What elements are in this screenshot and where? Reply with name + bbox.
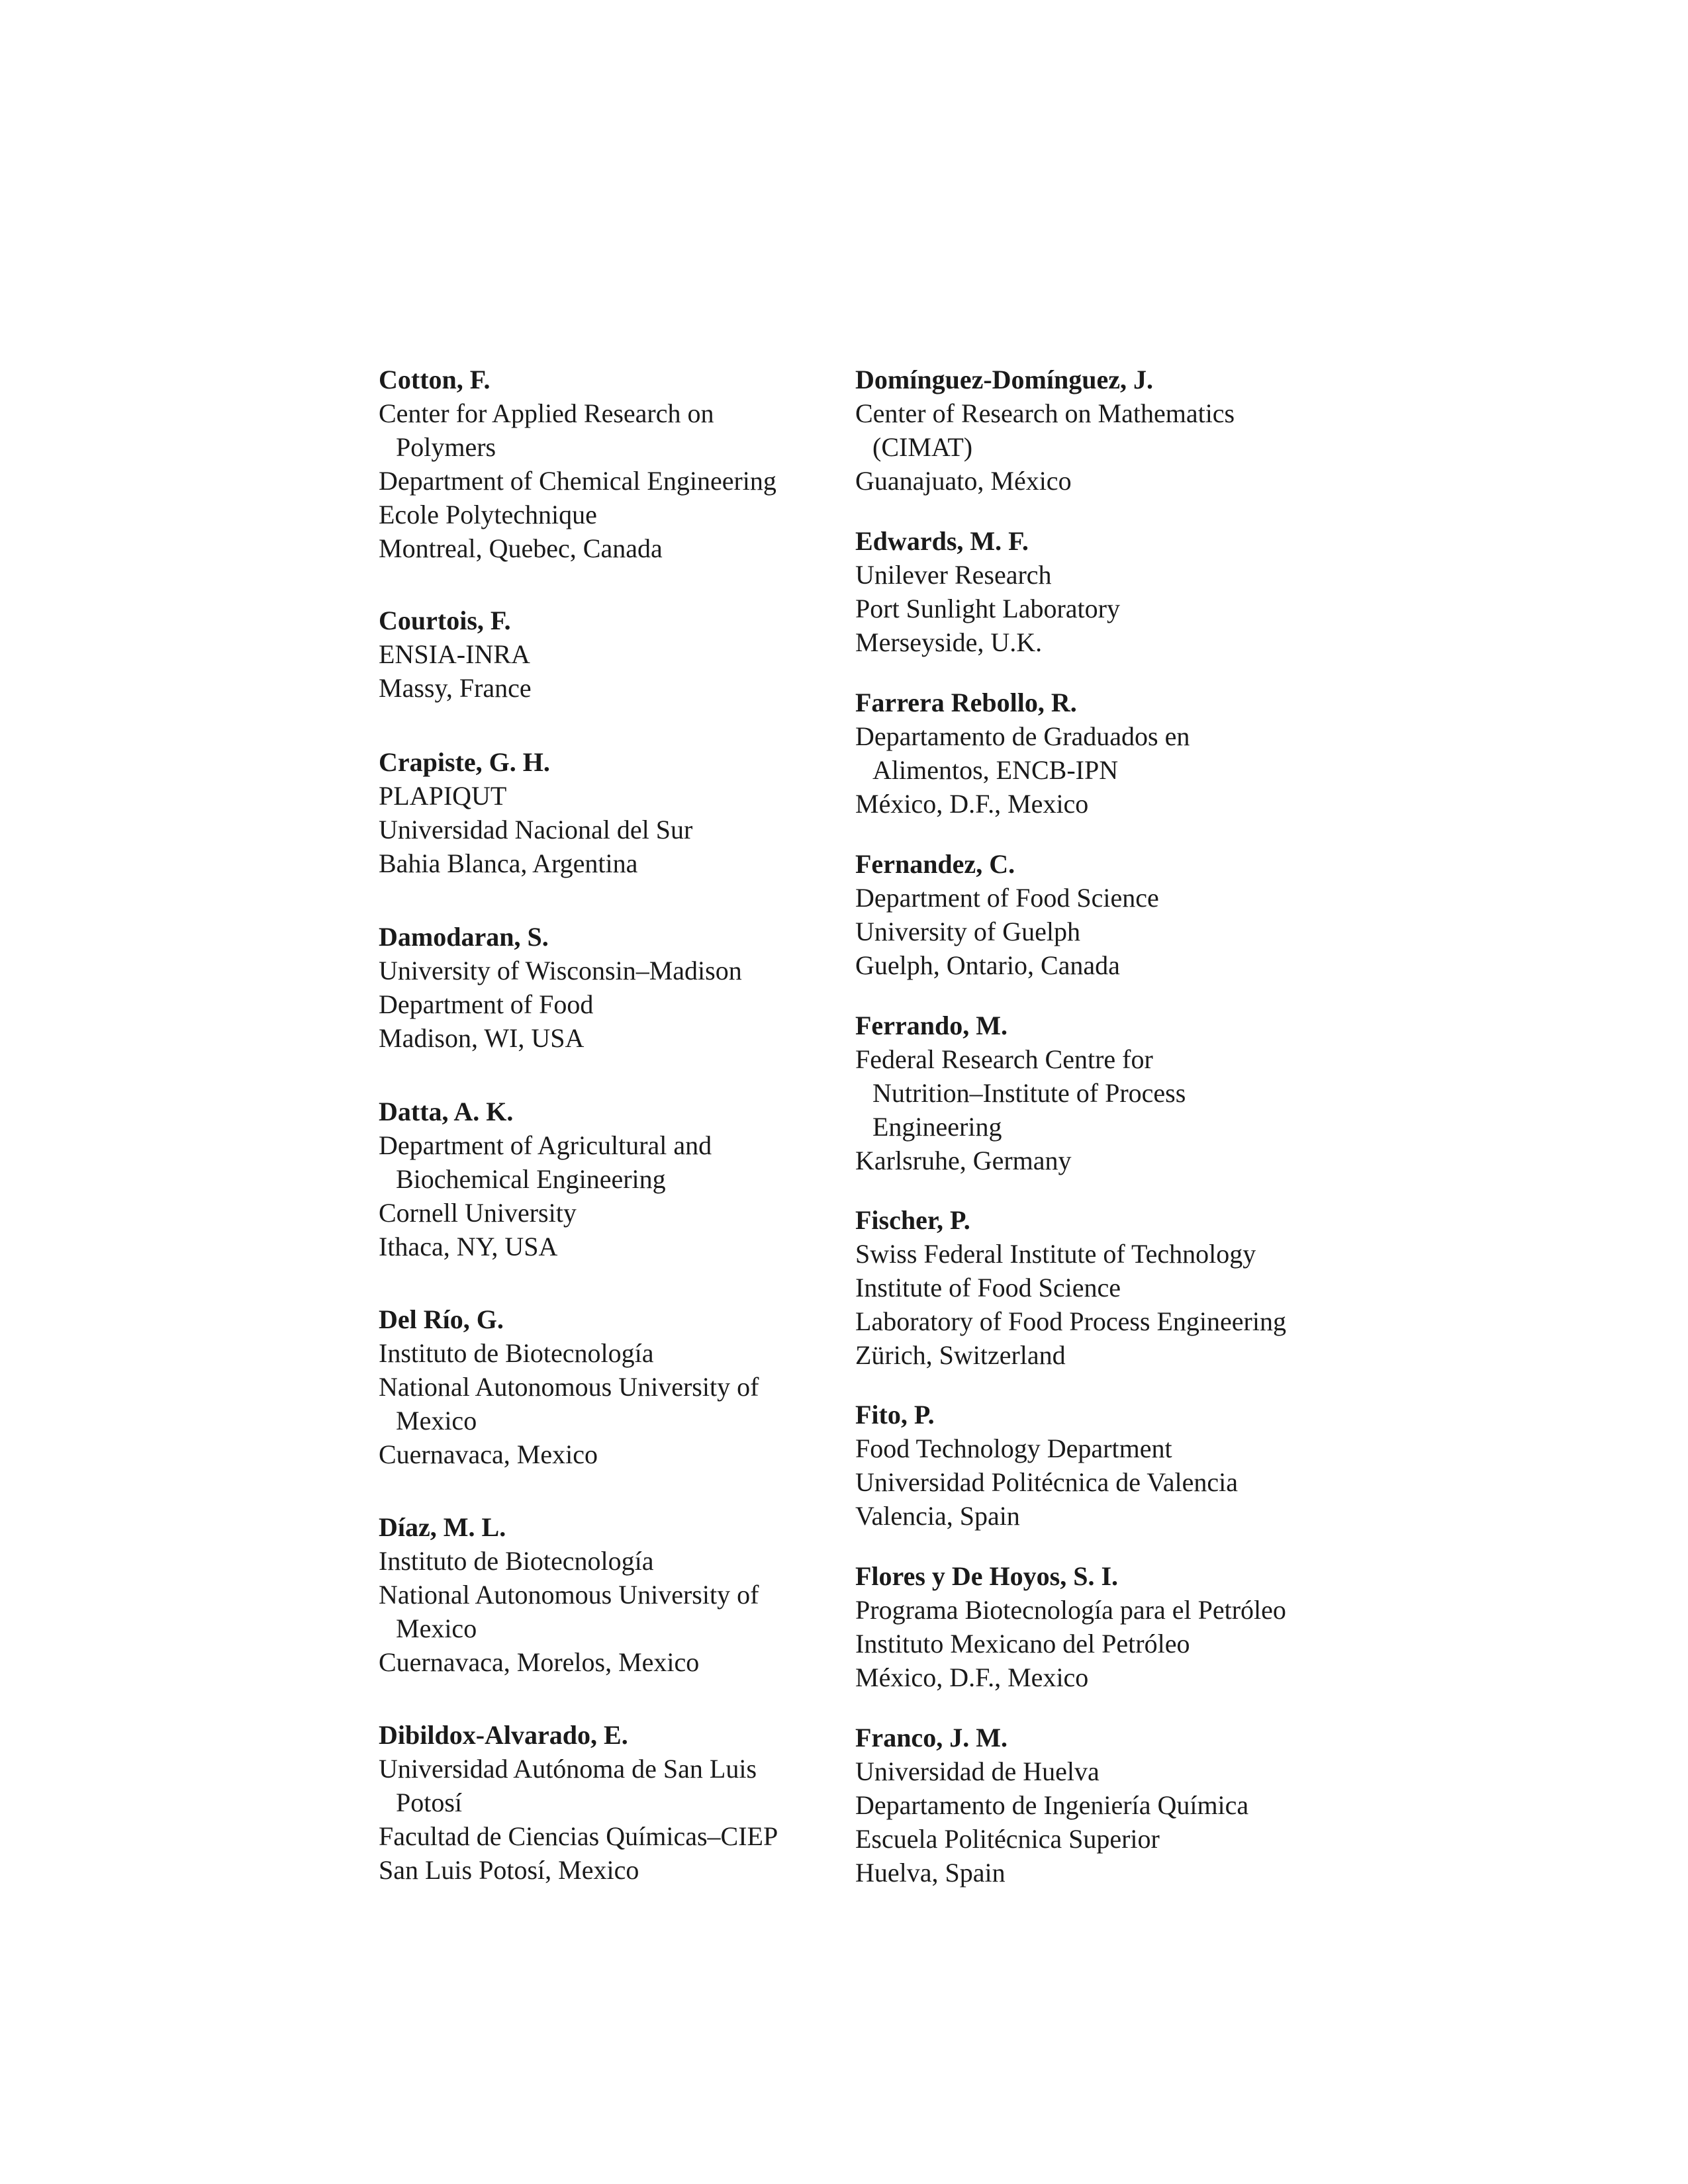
affiliation-line: National Autonomous University of: [379, 1372, 759, 1402]
affiliation-line: Nutrition–Institute of Process: [872, 1078, 1186, 1108]
affiliation-line: Montreal, Quebec, Canada: [379, 533, 663, 563]
affiliation-line: Unilever Research: [855, 560, 1052, 590]
affiliation-line: (CIMAT): [872, 432, 973, 462]
affiliation-line: Departamento de Ingeniería Química: [855, 1790, 1249, 1820]
contributor-name: Díaz, M. L.: [379, 1512, 506, 1542]
contributor-name: Edwards, M. F.: [855, 526, 1029, 556]
affiliation-line: México, D.F., Mexico: [855, 789, 1089, 819]
contributor-entry: [379, 920, 835, 1055]
affiliation-line: Programa Biotecnología para el Petróleo: [855, 1595, 1286, 1625]
contributor-entry: [855, 363, 1332, 498]
contributor-name: Courtois, F.: [379, 606, 511, 635]
contributor-entry: [855, 524, 1332, 659]
contributor-entry: [379, 1718, 835, 1887]
contributor-entry: [379, 745, 835, 880]
affiliation-line: Massy, France: [379, 673, 532, 703]
affiliation-line: Departamento de Graduados en: [855, 721, 1190, 751]
affiliation-line: Instituto de Biotecnología: [379, 1338, 654, 1368]
affiliation-line: Bahia Blanca, Argentina: [379, 848, 638, 878]
affiliation-line: Alimentos, ENCB-IPN: [872, 755, 1119, 785]
affiliation-line: Merseyside, U.K.: [855, 627, 1043, 657]
affiliation-line: Ecole Polytechnique: [379, 500, 597, 529]
affiliation-line: Polymers: [396, 432, 496, 462]
affiliation-line: University of Guelph: [855, 917, 1080, 946]
affiliation-line: Guelph, Ontario, Canada: [855, 950, 1120, 980]
affiliation-line: Engineering: [872, 1112, 1002, 1142]
affiliation-line: Center of Research on Mathematics: [855, 398, 1235, 428]
affiliation-line: Cuernavaca, Mexico: [379, 1439, 598, 1469]
affiliation-line: Port Sunlight Laboratory: [855, 594, 1120, 623]
affiliation-line: Madison, WI, USA: [379, 1023, 585, 1053]
affiliation-line: Universidad de Huelva: [855, 1756, 1100, 1786]
affiliation-line: Potosí: [396, 1788, 463, 1817]
affiliation-line: Cornell University: [379, 1198, 577, 1228]
contributor-entry: [379, 1095, 835, 1263]
affiliation-line: National Autonomous University of: [379, 1580, 759, 1610]
affiliation-line: Department of Chemical Engineering: [379, 466, 776, 496]
affiliation-line: University of Wisconsin–Madison: [379, 956, 742, 985]
affiliation-line: Universidad Politécnica de Valencia: [855, 1467, 1238, 1497]
affiliation-line: Food Technology Department: [855, 1433, 1172, 1463]
contributor-name: Farrera Rebollo, R.: [855, 688, 1077, 717]
contributor-entry: [855, 686, 1332, 821]
contributor-entry: [855, 1009, 1332, 1177]
affiliation-line: Escuela Politécnica Superior: [855, 1824, 1160, 1854]
affiliation-line: Institute of Food Science: [855, 1273, 1121, 1302]
affiliation-line: Karlsruhe, Germany: [855, 1146, 1072, 1175]
contributor-entry: [855, 1203, 1332, 1372]
contributor-name: Fischer, P.: [855, 1205, 970, 1235]
affiliation-line: Biochemical Engineering: [396, 1164, 666, 1194]
contributor-entry: [379, 1302, 835, 1471]
affiliation-line: Cuernavaca, Morelos, Mexico: [379, 1647, 700, 1677]
contributor-entry: [855, 1721, 1332, 1889]
contributor-name: Dibildox-Alvarado, E.: [379, 1720, 628, 1750]
affiliation-line: Instituto de Biotecnología: [379, 1546, 654, 1576]
affiliation-line: Department of Food Science: [855, 883, 1159, 913]
affiliation-line: Center for Applied Research on: [379, 398, 714, 428]
contributor-entry: [379, 1510, 835, 1679]
affiliation-line: Ithaca, NY, USA: [379, 1232, 558, 1261]
contributor-name: Datta, A. K.: [379, 1097, 514, 1126]
affiliation-line: Instituto Mexicano del Petróleo: [855, 1629, 1190, 1659]
affiliation-line: Mexico: [396, 1406, 477, 1435]
affiliation-line: México, D.F., Mexico: [855, 1662, 1089, 1692]
contributor-name: Del Río, G.: [379, 1304, 504, 1334]
affiliation-line: Department of Food: [379, 989, 594, 1019]
affiliation-line: Universidad Nacional del Sur: [379, 815, 693, 844]
contributor-name: Fernandez, C.: [855, 849, 1015, 879]
contributor-entry: [855, 847, 1332, 982]
affiliation-line: Mexico: [396, 1614, 477, 1643]
contributor-entry: [379, 604, 835, 705]
affiliation-line: Department of Agricultural and: [379, 1130, 712, 1160]
affiliation-line: Zürich, Switzerland: [855, 1340, 1066, 1370]
affiliation-line: Guanajuato, México: [855, 466, 1072, 496]
affiliation-line: ENSIA-INRA: [379, 639, 530, 669]
contributor-name: Fito, P.: [855, 1400, 935, 1430]
contributor-name: Cotton, F.: [379, 365, 491, 394]
affiliation-line: PLAPIQUT: [379, 781, 507, 811]
affiliation-line: Huelva, Spain: [855, 1858, 1006, 1888]
contributor-name: Crapiste, G. H.: [379, 747, 550, 777]
contributor-entry: [855, 1559, 1332, 1694]
contributor-entry: [855, 1398, 1332, 1533]
affiliation-line: Laboratory of Food Process Engineering: [855, 1306, 1286, 1336]
affiliation-line: San Luis Potosí, Mexico: [379, 1855, 639, 1885]
contributor-entry: [379, 363, 835, 565]
affiliation-line: Federal Research Centre for: [855, 1044, 1153, 1074]
affiliation-line: Universidad Autónoma de San Luis: [379, 1754, 757, 1784]
contributor-name: Flores y De Hoyos, S. I.: [855, 1561, 1119, 1591]
contributor-name: Franco, J. M.: [855, 1723, 1008, 1752]
contributor-name: Ferrando, M.: [855, 1011, 1008, 1040]
contributor-name: Damodaran, S.: [379, 922, 549, 952]
affiliation-line: Valencia, Spain: [855, 1501, 1020, 1531]
contributor-name: Domínguez-Domínguez, J.: [855, 365, 1153, 394]
affiliation-line: Swiss Federal Institute of Technology: [855, 1239, 1256, 1269]
affiliation-line: Facultad de Ciencias Químicas–CIEP: [379, 1821, 778, 1851]
